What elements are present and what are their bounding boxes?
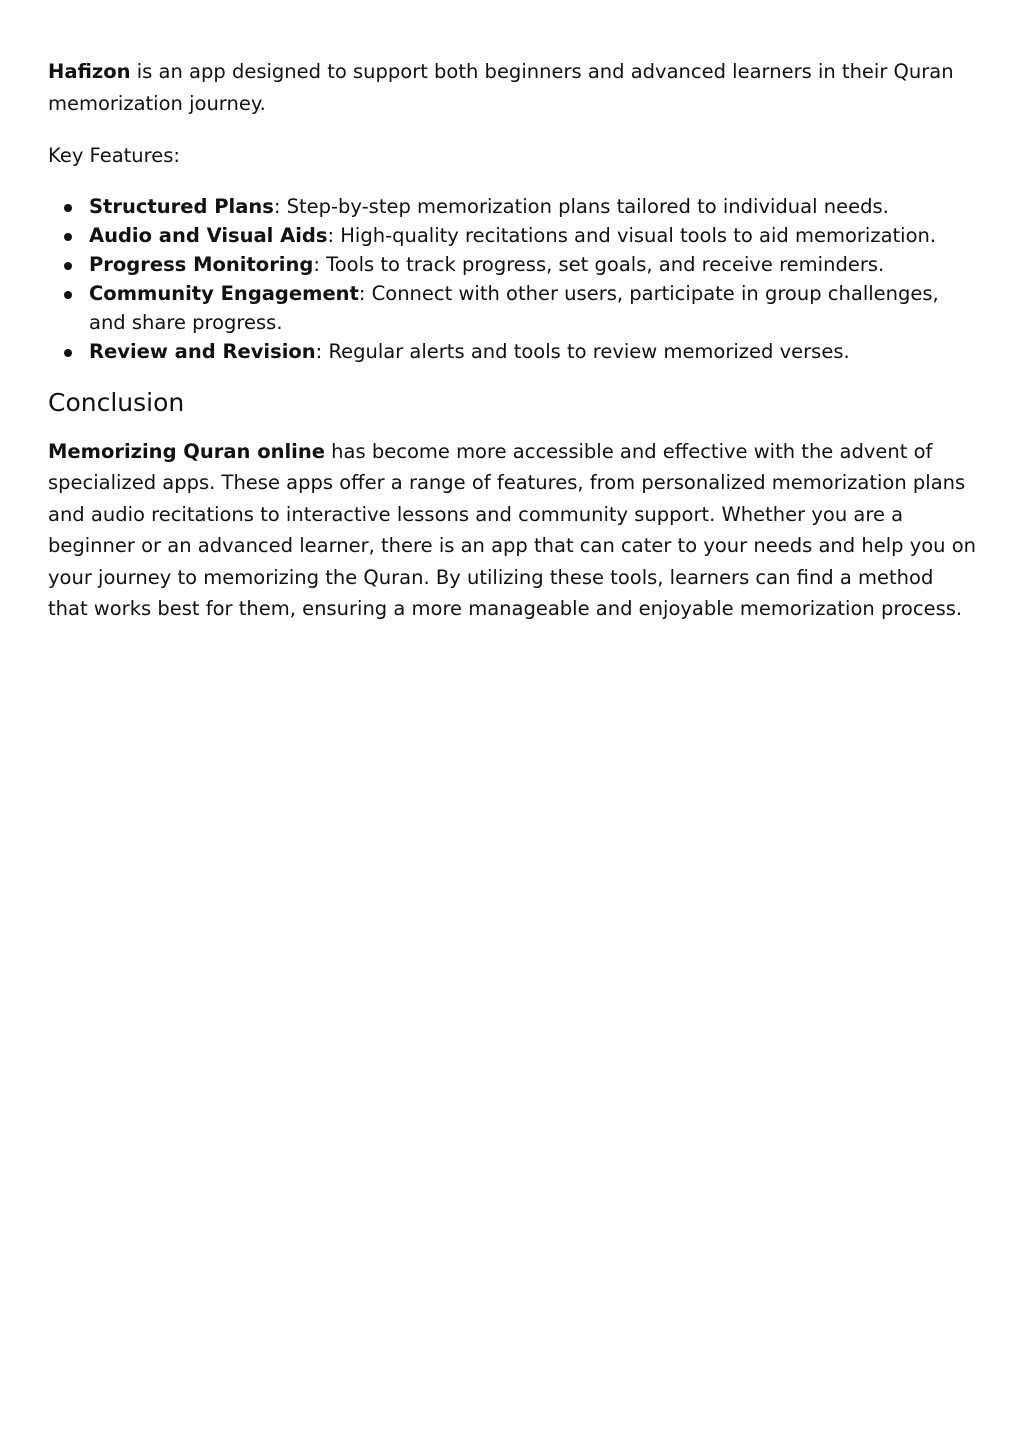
list-item [48,221,978,250]
feature-title: Audio and Visual Aids [89,223,328,247]
feature-title: Review and Revision [89,339,316,363]
conclusion-bold-phrase: Memorizing Quran online [48,439,325,463]
list-item [48,279,978,337]
feature-title: Progress Monitoring [89,252,314,276]
intro-paragraph [48,56,978,119]
feature-text: : Step-by-step memorization plans tailored to individual needs. [273,194,889,218]
app-name: Hafizon [48,60,131,83]
list-item [48,192,978,221]
list-item [48,250,978,279]
feature-title: Community Engagement [89,281,359,305]
features-list [48,192,978,366]
bullet-icon [64,291,72,299]
conclusion-heading: Conclusion [48,387,185,417]
conclusion-paragraph [48,436,978,625]
intro-text: is an app designed to support both beginners and advanced learners in their Quran memorization journey. [48,60,954,115]
feature-text: : Connect with other users, participate in group challenges, and share progress. [89,281,939,334]
bullet-icon [64,262,72,270]
feature-text: : Regular alerts and tools to review memorized verses. [315,339,850,363]
feature-text: : High-quality recitations and visual tools to aid memorization. [327,223,937,247]
list-item [48,337,978,366]
bullet-icon [64,233,72,241]
key-features-label: Key Features: [48,144,180,167]
bullet-icon [64,349,72,357]
document-page [48,56,978,625]
bullet-icon [64,204,72,212]
feature-text: : Tools to track progress, set goals, and receive reminders. [313,252,885,276]
feature-title: Structured Plans [89,194,274,218]
conclusion-text: has become more accessible and effective with the advent of specialized apps. These apps offer a range of features, from personalized memorization plans and audio recitations to interactive lessons and community support. Whether you are a beginner or an advanced learner, there is an app that can cater to your needs and help you on your journey to memorizing the Quran. By utilizing these tools, learners can find a method that works best for them, ensuring a more manageable and enjoyable memorization process. [48,439,977,620]
